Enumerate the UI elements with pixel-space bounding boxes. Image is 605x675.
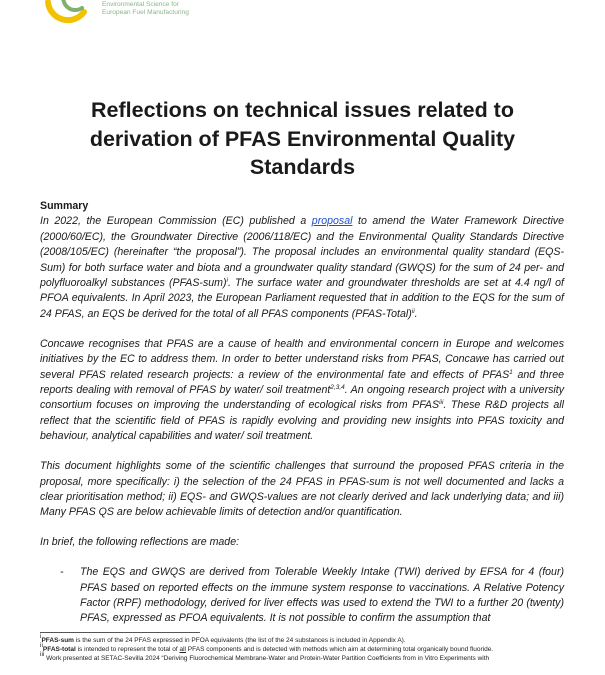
- footnote-iii-marker: iii: [40, 651, 45, 659]
- footnote-ii: [40, 642, 564, 654]
- summary-paragraph-4: In brief, the following reflections are made:: [40, 536, 240, 549]
- endnote-ref-2-3-4[interactable]: 2,3,4: [330, 383, 345, 391]
- p2-text-b: and three reports dealing with removal of PFAS by water/ soil treatment: [40, 368, 564, 396]
- footnote-iii-text: Work presented at SETAC-Sevilla 2024 “Deriving Fluorochemical Membrane-Water and Protein-Water Partition Coefficients from in Vitro Experiments with: [44, 655, 490, 663]
- footnote-ref-ii[interactable]: ii: [411, 307, 415, 315]
- logo-tagline-line1: Environmental Science for: [102, 1, 179, 8]
- document-body: [40, 199, 564, 627]
- footnote-ii-marker: ii: [40, 642, 43, 650]
- summary-paragraph-1: [40, 214, 564, 322]
- footnote-i: [40, 633, 564, 645]
- p1-text-d: .: [414, 307, 418, 320]
- p2-text-d: . These R&D projects all reflect that the scientific field of PFAS is rapidly evolving and providing new insights into PFAS toxicity and behaviour, analytical capabilities and water/ soil treatment.: [40, 399, 564, 443]
- p1-text-a: In 2022, the European Commission (EC) published a: [40, 215, 312, 228]
- summary-paragraph-3: This document highlights some of the scientific challenges that surround the proposed PFAS criteria in the proposal, more specifically: i) the selection of the 24 PFAS in PFAS-sum is not well documented and lacks a clear prioritisation method; ii) EQS- and GWQS-values are not clearly derived and lack underlying data; and iii) Many PFAS QS are below achievable limits of detection and/or quantification.: [40, 460, 564, 519]
- bullet-text: The EQS and GWQS are derived from Tolerable Weekly Intake (TWI) derived by EFSA for 4 (four) PFAS based on reported effects on the immune system response to vaccinations. A Relative Potency Factor (RPF) methodology, derived for liver effects was used to extend the TWI to a further 20 (twenty) PFAS, expressed as PFOA equivalents. It is not possible to confirm the assumption that: [80, 566, 564, 625]
- footnotes: [40, 633, 564, 664]
- p1-text-b: to amend the Water Framework Directive (2000/60/EC), the Groundwater Directive (2006/118/EC) and the Environmental Quality Standards Directive (2008/105/EC) (hereinafter “the proposal”). The proposal includes an environmental quality standard (EQS-Sum) for both surface water and biota and a groundwater quality standard (GWQS) for the sum of 24 per- and polyfluoroalkyl substances (PFAS-sum): [40, 215, 564, 290]
- footnote-ii-underlined: all: [179, 646, 186, 654]
- footnote-ref-i[interactable]: i: [226, 277, 228, 285]
- footnote-i-text: is the sum of the 24 PFAS expressed in PFOA equivalents (the list of the 24 substances is included in Appendix A).: [73, 637, 406, 644]
- bullet-dash: -: [60, 566, 64, 579]
- footnote-separator: [40, 632, 200, 633]
- footnote-iii: [40, 651, 564, 663]
- footnote-ii-text-a: is intended to represent the total of: [75, 646, 180, 654]
- footnote-ii-text-b: PFAS components and is detected with methods which aim at determining total organically bound fluoride.: [186, 646, 494, 654]
- p2-text-a: Concawe recognises that PFAS are a cause of health and environmental concern in Europe and welcomes initiatives by the EC to address them. In order to better understand risks from PFAS, Concawe has carried out several PFAS related research projects: a review of the environmental fate and effects of PFAS: [40, 337, 564, 381]
- endnote-ref-1[interactable]: 1: [509, 368, 513, 376]
- p2-text-c: . An ongoing research project with a university consortium focuses on improving the understanding of ecological risks from PFAS: [40, 383, 564, 412]
- p1-text-c: . The surface water and groundwater thresholds are set at 4.4 ng/l of PFOA equivalents. In April 2023, the European Parliament requested that in addition to the EQS for the sum of 24 PFAS, an EQS be derived for the total of all PFAS components (PFAS-Total): [40, 277, 564, 320]
- logo-tagline-line2: European Fuel Manufacturing: [102, 9, 189, 16]
- concawe-logo: [44, 0, 194, 28]
- logo-tagline: [102, 1, 189, 17]
- document-title: Reflections on technical issues related to derivation of PFAS Environmental Quality Standards: [89, 98, 516, 179]
- footnote-i-marker: i: [40, 633, 42, 640]
- proposal-link[interactable]: proposal: [311, 215, 353, 228]
- concawe-logo-icon: [44, 0, 104, 28]
- reflection-bullet: [60, 565, 564, 627]
- summary-heading: Summary: [40, 200, 89, 212]
- footnote-i-term: PFAS-sum: [41, 637, 74, 644]
- footnote-ref-iii[interactable]: iii: [439, 399, 444, 407]
- summary-paragraph-2: [40, 337, 564, 445]
- footnote-ii-term: PFAS-total: [42, 646, 76, 654]
